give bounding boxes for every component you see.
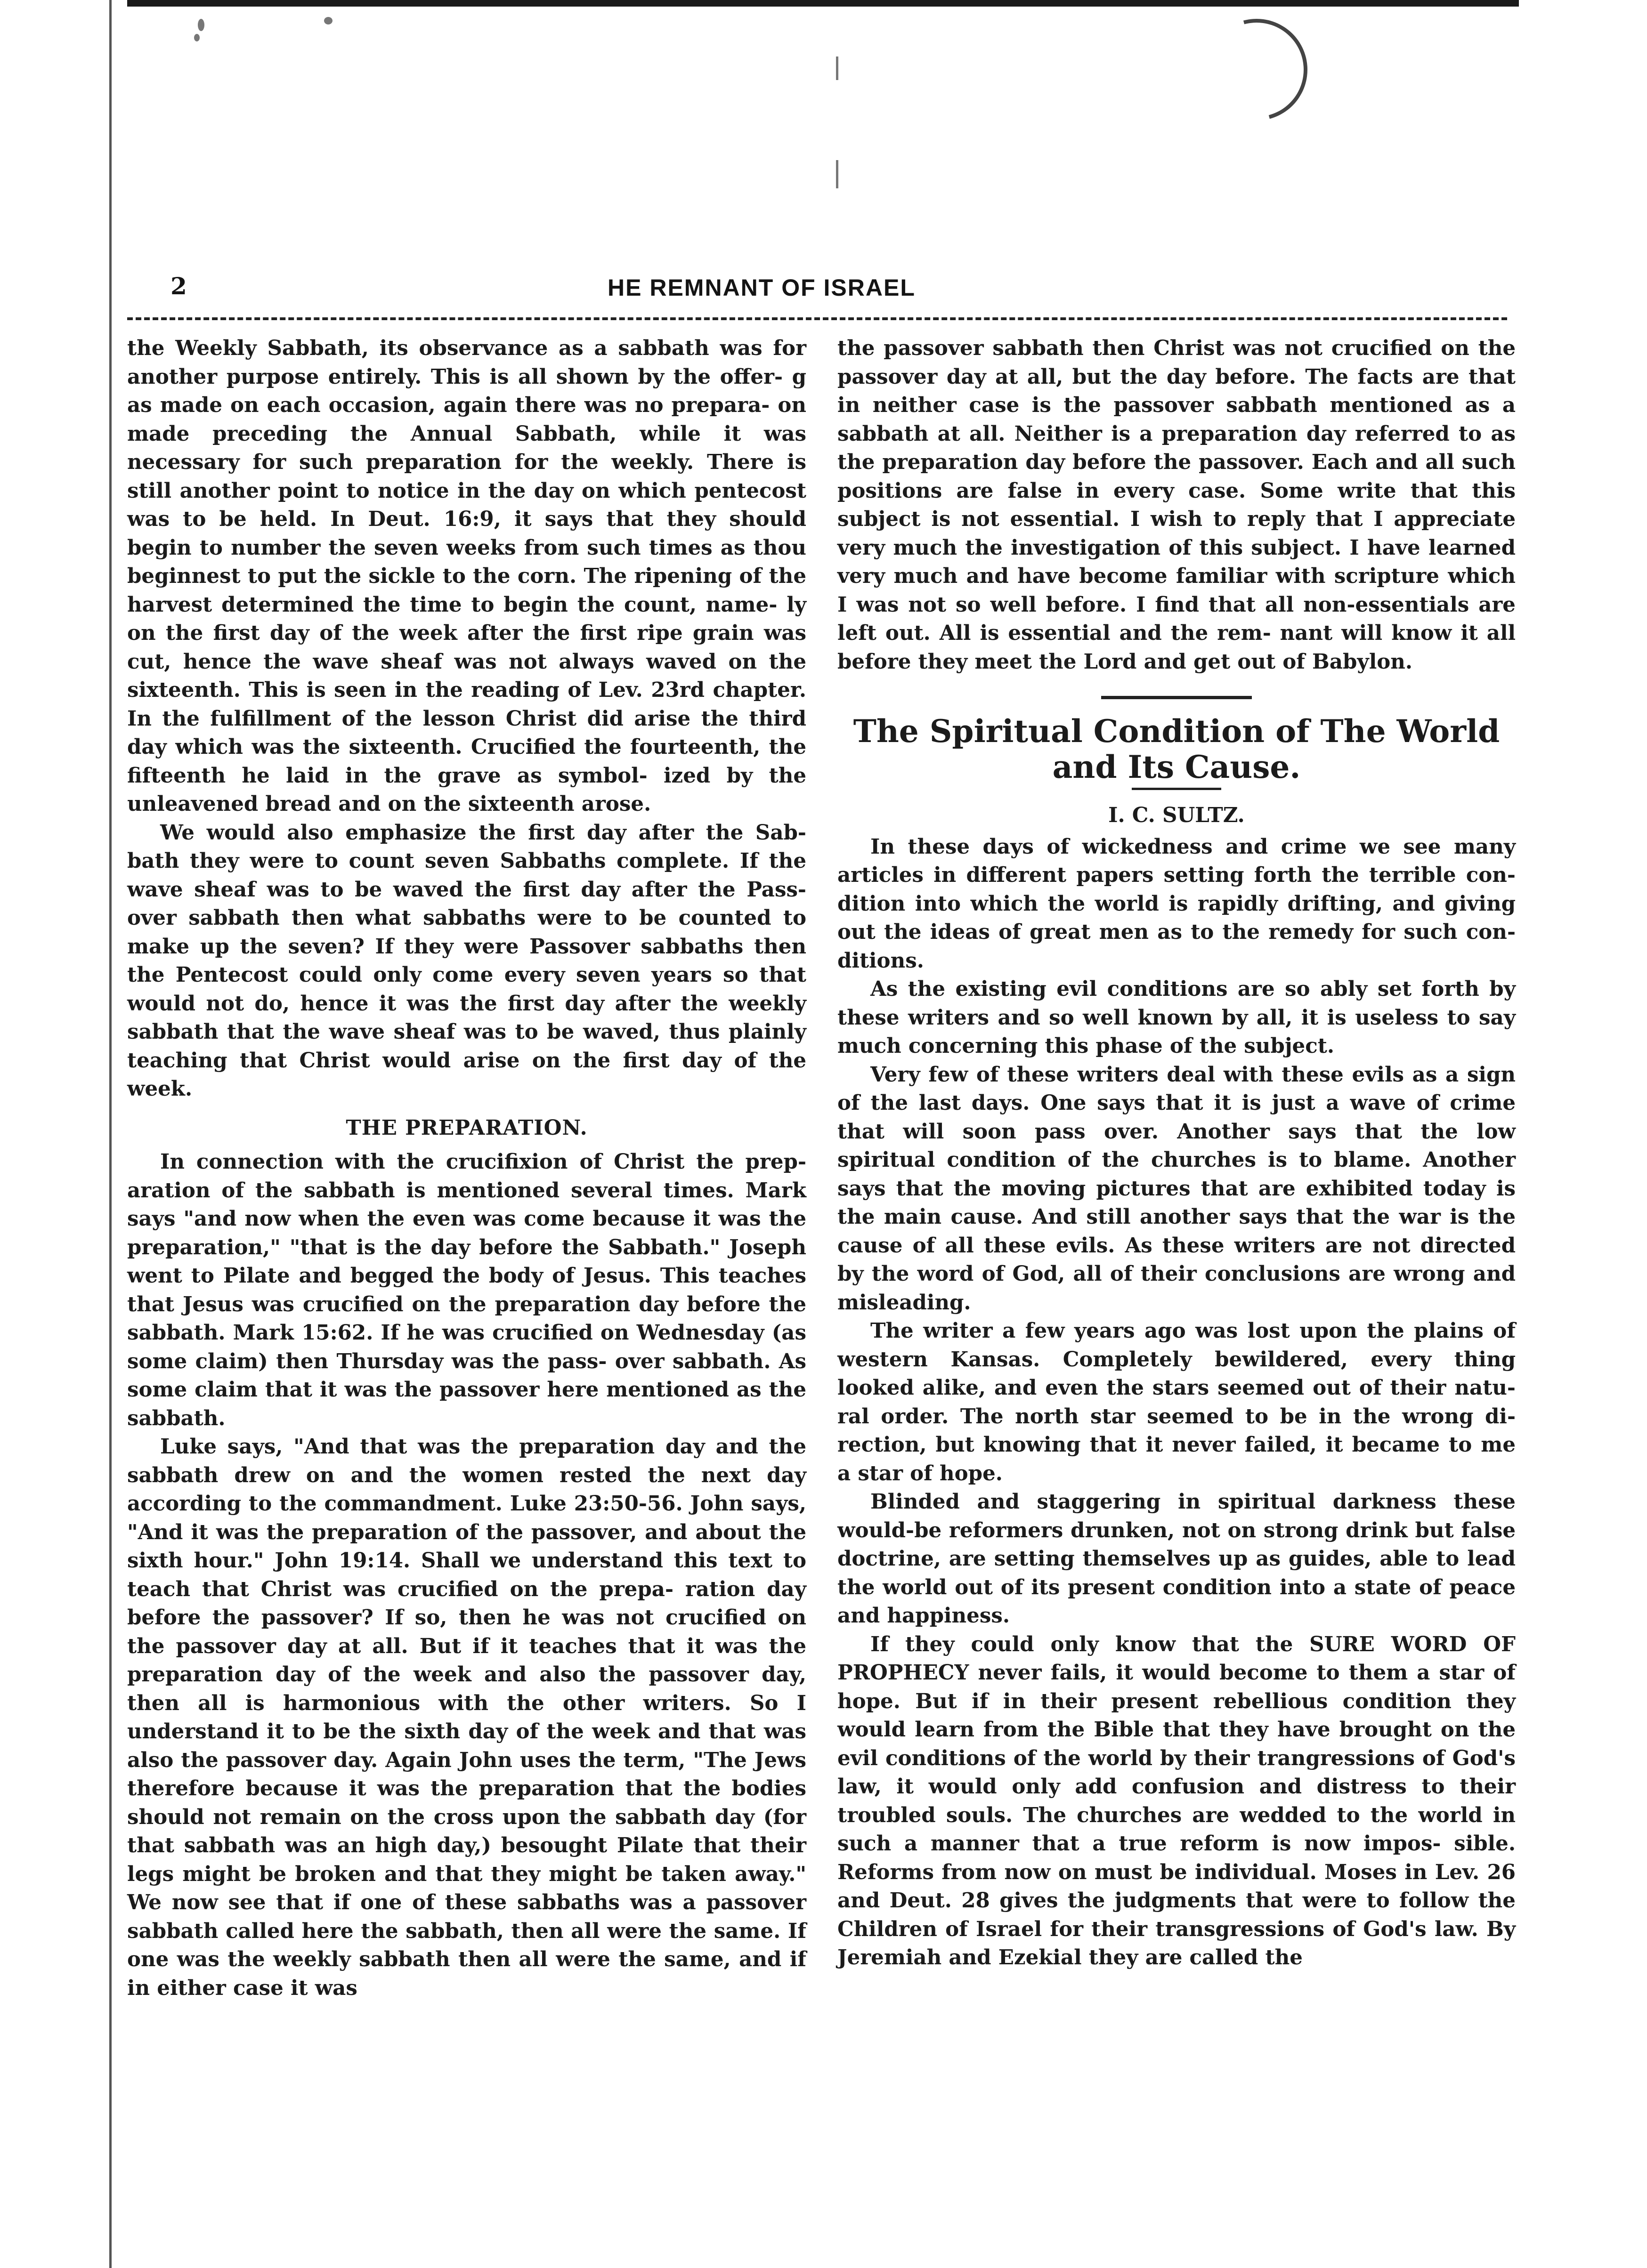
punch-hole-mark [1187,0,1326,139]
section-divider [1101,696,1252,699]
margin-rule [109,0,112,2268]
fold-mark [836,160,838,188]
right-column [837,334,1516,1972]
page-number: 2 [170,272,187,300]
scan-top-edge [127,0,1519,7]
paragraph: Blinded and staggering in spiritual darkness these would-be reformers drunken, not on strong drink but false doctrine, are setting themselves up as guides, able to lead the world out of its present condition into a state of peace and happiness. [837,1490,1516,1628]
paragraph: the Weekly Sabbath, its observance as a sabbath was for another purpose entirely. This is all shown by the offer- g as made on each occasion, again there was no prepara- on made preceding the Annual Sabbath, while it was necessary for such preparation for the weekly. There is still another point to notice in the day on which pentecost was to be held. In Deut. 16:9, it says that they should begin to number the seven weeks from such times as thou beginnest to put the sickle to the corn. The ripening of the harvest determined the time to begin the count, name- ly on the first day of the week after the first ripe grain was cut, hence the wave sheaf was not always waved on the sixteenth. This is seen in the reading of Lev. 23rd chapter. In the fulfillment of the lesson Christ did arise the third day which was the sixteenth. Crucified the fourteenth, the fifteenth he laid in the grave as symbol- ized by the unleavened bread and on the sixteenth arose. [127,336,806,816]
paragraph: In these days of wickedness and crime we see many articles in different papers setting forth the terrible con- dition into which the world is rapidly drifting, and giving out the ideas of great men as to the remedy for such con- ditions. [837,834,1516,973]
header-rule [127,317,1507,320]
paragraph: The writer a few years ago was lost upon the plains of western Kansas. Completely bewildered, every thing looked alike, and even the stars seemed out of their natu- ral order. The north star seemed to be in the wrong di- rection, but knowing that it never failed, it became to me a star of hope. [837,1319,1516,1485]
article-title: The Spiritual Condition of The World and Its Cause. [853,713,1500,785]
paragraph: As the existing evil conditions are so ably set forth by these writers and so well known by all, it is useless to say much concerning this phase of the subject. [837,977,1516,1058]
paragraph: If they could only know that the SURE WORD OF PROPHECY never fails, it would become to them a star of hope. But if in their present rebellious condition they would learn from the Bible that they have brought on the evil conditions of the world by their trangressions of God's law, it would only add confusion and distress to their troubled souls. The churches are wedded to the world in such a manner that a true reform is now impos- sible. Reforms from now on must be individual. Moses in Lev. 26 and Deut. 28 gives the judgments that were to follow the Children of Israel for their transgressions of God's law. By Jeremiah and Ezekial they are called the [837,1632,1516,1969]
paragraph: In connection with the crucifixion of Christ the prep- aration of the sabbath is mentioned several times. Mark says "and now when the even was come because it was the preparation," "that is the day before the Sabbath." Joseph went to Pilate and begged the body of Jesus. This teaches that Jesus was crucified on the preparation day before the sabbath. Mark 15:62. If he was crucified on Wednesday (as some claim) then Thursday was the pass- over sabbath. As some claim that it was the passover here mentioned as the sabbath. [127,1150,806,1430]
scan-speck [194,34,200,41]
title-divider [1132,788,1221,790]
masthead: HE REMNANT OF ISRAEL [608,274,916,301]
fold-mark [836,56,838,80]
paragraph: We would also emphasize the first day after the Sab- bath they were to count seven Sabbaths complete. If the wave sheaf was to be waved the first day after the Pass- over sabbath then what sabbaths were to be counted to make up the seven? If they were Passover sabbaths then the Pentecost could only come every seven years so that would not do, hence it was the first day after the weekly sabbath that the wave sheaf was to be waved, thus plainly teaching that Christ would arise on the first day of the week. [127,820,806,1101]
paragraph: the passover sabbath then Christ was not crucified on the passover day at all, but the day before. The facts are that in neither case is the passover sabbath mentioned as a sabbath at all. Neither is a preparation day referred to as the preparation day before the passover. Each and all such positions are false in every case. Some write that this subject is not essential. I wish to reply that I appreciate very much the investigation of this subject. I have learned very much and have become familiar with scripture which I was not so well before. I find that all non-essentials are left out. All is essential and the rem- nant will know it all before they meet the Lord and get out of Babylon. [837,336,1516,674]
paragraph: Luke says, "And that was the preparation day and the sabbath drew on and the women rested the next day according to the commandment. Luke 23:50-56. John says, "And it was the preparation of the passover, and about the sixth hour." John 19:14. Shall we understand this text to teach that Christ was crucified on the prepa- ration day before the passover? If so, then he was not crucified on the passover day at all. But if it teaches that it was the preparation day of the week and also the passover day, then all is harmonious with the other writers. So I understand it to be the sixth day of the week and that was also the passover day. Again John uses the term, "The Jews therefore because it was the preparation that the bodies should not remain on the cross upon the sabbath day (for that sabbath was an high day,) besought Pilate that their legs might be broken and that they might be taken away." We now see that if one of these sabbaths was a passover sabbath called here the sabbath, then all were the same. If one was the weekly sabbath then all were the same, and if in either case it was [127,1435,806,2000]
left-column [127,334,806,2002]
paragraph: Very few of these writers deal with these evils as a sign of the last days. One says that it is just a wave of crime that will soon pass over. Another says that the low spiritual condition of the churches is to blame. Another says that the moving pictures that are exhibited today is the main cause. And still another says that the war is the cause of all these evils. As these writers are not directed by the word of God, all of their conclusions are wrong and misleading. [837,1062,1516,1315]
byline: I. C. SULTZ. [1108,803,1245,827]
scan-speck [324,17,333,24]
section-heading: THE PREPARATION. [346,1115,588,1140]
scan-speck [198,19,204,31]
